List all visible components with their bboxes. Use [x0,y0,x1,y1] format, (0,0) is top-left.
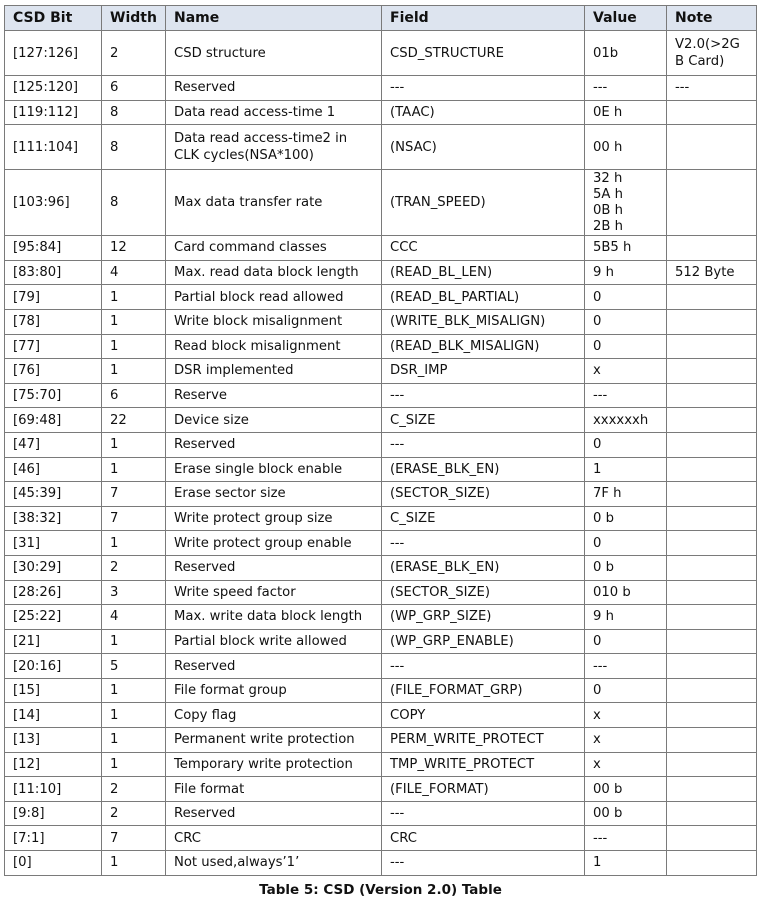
cell-note [667,125,757,170]
cell-value: 0 [585,309,667,334]
cell-note [667,285,757,310]
cell-width: 8 [102,125,166,170]
table-row [5,334,757,359]
cell-width: 2 [102,777,166,802]
cell-csd-bit: [45:39] [5,482,102,507]
cell-field: COPY [382,703,585,728]
cell-note [667,334,757,359]
cell-csd-bit: [25:22] [5,605,102,630]
cell-field: (WP_GRP_ENABLE) [382,629,585,654]
cell-csd-bit: [125:120] [5,76,102,101]
table-row [5,506,757,531]
cell-note [667,555,757,580]
cell-note [667,432,757,457]
cell-width: 1 [102,703,166,728]
cell-field: (SECTOR_SIZE) [382,580,585,605]
cell-name: DSR implemented [166,359,382,384]
cell-name: Max. write data block length [166,605,382,630]
cell-field: (WP_GRP_SIZE) [382,605,585,630]
table-row [5,285,757,310]
cell-csd-bit: [31] [5,531,102,556]
cell-note [667,703,757,728]
cell-csd-bit: [95:84] [5,236,102,261]
cell-note [667,629,757,654]
cell-name: Reserved [166,555,382,580]
cell-note [667,457,757,482]
cell-width: 2 [102,801,166,826]
cell-csd-bit: [30:29] [5,555,102,580]
cell-name: Read block misalignment [166,334,382,359]
cell-name: File format [166,777,382,802]
cell-value: 7F h [585,482,667,507]
cell-note [667,678,757,703]
cell-name: Data read access-time 1 [166,100,382,125]
header-name: Name [166,6,382,31]
cell-name: Max data transfer rate [166,170,382,236]
table-row [5,260,757,285]
cell-csd-bit: [75:70] [5,383,102,408]
table-row [5,408,757,433]
cell-width: 5 [102,654,166,679]
table-row [5,482,757,507]
cell-field: CSD_STRUCTURE [382,31,585,76]
cell-name: Data read access-time2 in CLK cycles(NSA*100) [166,125,382,170]
cell-width: 12 [102,236,166,261]
cell-csd-bit: [47] [5,432,102,457]
cell-csd-bit: [111:104] [5,125,102,170]
cell-field: (READ_BL_PARTIAL) [382,285,585,310]
table-row [5,125,757,170]
cell-name: Reserved [166,654,382,679]
cell-field: CRC [382,826,585,851]
table-row [5,76,757,101]
cell-field: CCC [382,236,585,261]
cell-csd-bit: [14] [5,703,102,728]
cell-note [667,383,757,408]
cell-field: --- [382,654,585,679]
cell-value: 0E h [585,100,667,125]
cell-csd-bit: [76] [5,359,102,384]
cell-csd-bit: [38:32] [5,506,102,531]
cell-note [667,777,757,802]
cell-note [667,236,757,261]
cell-name: Not used,always’1’ [166,851,382,876]
cell-note [667,826,757,851]
cell-name: Reserved [166,801,382,826]
table-body [5,31,757,876]
cell-csd-bit: [103:96] [5,170,102,236]
cell-value: 0 [585,334,667,359]
cell-value: 9 h [585,260,667,285]
cell-csd-bit: [78] [5,309,102,334]
cell-field: (SECTOR_SIZE) [382,482,585,507]
table-row [5,309,757,334]
cell-name: Card command classes [166,236,382,261]
cell-note [667,359,757,384]
cell-csd-bit: [11:10] [5,777,102,802]
cell-value: x [585,752,667,777]
cell-width: 7 [102,482,166,507]
cell-name: CRC [166,826,382,851]
cell-width: 1 [102,432,166,457]
cell-csd-bit: [69:48] [5,408,102,433]
table-row [5,457,757,482]
cell-value: 00 b [585,801,667,826]
table-row [5,432,757,457]
table-row [5,752,757,777]
cell-value: 0 [585,285,667,310]
cell-csd-bit: [12] [5,752,102,777]
table-row [5,703,757,728]
table-row [5,31,757,76]
header-note: Note [667,6,757,31]
cell-name: Erase single block enable [166,457,382,482]
cell-width: 1 [102,457,166,482]
cell-value: --- [585,76,667,101]
cell-note: V2.0(>2G B Card) [667,31,757,76]
cell-note: --- [667,76,757,101]
cell-name: Reserved [166,76,382,101]
cell-csd-bit: [46] [5,457,102,482]
cell-note [667,408,757,433]
cell-name: Copy flag [166,703,382,728]
cell-value: 1 [585,851,667,876]
header-width: Width [102,6,166,31]
table-row [5,801,757,826]
cell-value: 01b [585,31,667,76]
cell-note [667,580,757,605]
cell-field: DSR_IMP [382,359,585,384]
cell-name: Reserved [166,432,382,457]
cell-name: Write block misalignment [166,309,382,334]
table-header [5,6,757,31]
cell-width: 1 [102,728,166,753]
cell-field: TMP_WRITE_PROTECT [382,752,585,777]
table-row [5,100,757,125]
cell-value: 0 [585,629,667,654]
cell-name: Write protect group size [166,506,382,531]
cell-width: 1 [102,334,166,359]
cell-csd-bit: [28:26] [5,580,102,605]
csd-table [4,5,757,876]
cell-csd-bit: [127:126] [5,31,102,76]
cell-width: 2 [102,31,166,76]
cell-note [667,801,757,826]
cell-value: x [585,728,667,753]
cell-name: Reserve [166,383,382,408]
cell-name: Device size [166,408,382,433]
cell-csd-bit: [20:16] [5,654,102,679]
cell-note [667,752,757,777]
cell-width: 7 [102,506,166,531]
cell-value: x [585,703,667,728]
cell-value: 0 [585,531,667,556]
cell-field: --- [382,851,585,876]
cell-value: 00 b [585,777,667,802]
header-row [5,6,757,31]
cell-width: 1 [102,851,166,876]
cell-csd-bit: [15] [5,678,102,703]
cell-note [667,482,757,507]
cell-field: C_SIZE [382,408,585,433]
cell-width: 7 [102,826,166,851]
cell-width: 1 [102,629,166,654]
cell-field: (FILE_FORMAT) [382,777,585,802]
table-row [5,678,757,703]
cell-value: --- [585,654,667,679]
cell-width: 1 [102,678,166,703]
cell-note [667,506,757,531]
cell-name: Temporary write protection [166,752,382,777]
cell-width: 8 [102,100,166,125]
cell-value: 0 [585,432,667,457]
cell-name: Erase sector size [166,482,382,507]
cell-field: (WRITE_BLK_MISALIGN) [382,309,585,334]
cell-csd-bit: [9:8] [5,801,102,826]
cell-name: CSD structure [166,31,382,76]
cell-width: 1 [102,752,166,777]
cell-width: 6 [102,383,166,408]
cell-note [667,170,757,236]
cell-value: 0 b [585,506,667,531]
table-row [5,851,757,876]
cell-width: 8 [102,170,166,236]
cell-width: 4 [102,260,166,285]
cell-csd-bit: [83:80] [5,260,102,285]
table-row [5,826,757,851]
header-value: Value [585,6,667,31]
table-row [5,605,757,630]
table-row [5,728,757,753]
cell-name: Permanent write protection [166,728,382,753]
cell-width: 1 [102,285,166,310]
cell-field: (READ_BLK_MISALIGN) [382,334,585,359]
cell-field: PERM_WRITE_PROTECT [382,728,585,753]
cell-field: C_SIZE [382,506,585,531]
cell-note: 512 Byte [667,260,757,285]
cell-field: (ERASE_BLK_EN) [382,555,585,580]
cell-width: 3 [102,580,166,605]
cell-csd-bit: [7:1] [5,826,102,851]
cell-csd-bit: [79] [5,285,102,310]
cell-field: --- [382,383,585,408]
table-caption: Table 5: CSD (Version 2.0) Table [259,882,502,898]
table-row [5,236,757,261]
cell-value: 5B5 h [585,236,667,261]
cell-field: (ERASE_BLK_EN) [382,457,585,482]
cell-width: 22 [102,408,166,433]
cell-name: Write protect group enable [166,531,382,556]
cell-value: 0 b [585,555,667,580]
table-row [5,629,757,654]
cell-value: 9 h [585,605,667,630]
cell-csd-bit: [77] [5,334,102,359]
cell-note [667,851,757,876]
header-field: Field [382,6,585,31]
cell-note [667,605,757,630]
table-row [5,777,757,802]
cell-field: --- [382,801,585,826]
cell-value: 00 h [585,125,667,170]
cell-field: --- [382,432,585,457]
cell-width: 1 [102,359,166,384]
cell-csd-bit: [21] [5,629,102,654]
table-row [5,359,757,384]
cell-note [667,654,757,679]
cell-field: --- [382,76,585,101]
cell-value: xxxxxxh [585,408,667,433]
cell-value: x [585,359,667,384]
cell-csd-bit: [119:112] [5,100,102,125]
cell-name: Write speed factor [166,580,382,605]
cell-note [667,100,757,125]
cell-name: File format group [166,678,382,703]
cell-field: --- [382,531,585,556]
table-row [5,170,757,236]
cell-width: 1 [102,531,166,556]
cell-field: (FILE_FORMAT_GRP) [382,678,585,703]
cell-field: (TAAC) [382,100,585,125]
table-row [5,580,757,605]
cell-value: --- [585,383,667,408]
cell-width: 4 [102,605,166,630]
cell-csd-bit: [13] [5,728,102,753]
cell-width: 2 [102,555,166,580]
cell-width: 6 [102,76,166,101]
header-csd-bit: CSD Bit [5,6,102,31]
table-row [5,654,757,679]
cell-note [667,531,757,556]
cell-field: (READ_BL_LEN) [382,260,585,285]
cell-field: (TRAN_SPEED) [382,170,585,236]
cell-field: (NSAC) [382,125,585,170]
cell-name: Max. read data block length [166,260,382,285]
table-row [5,531,757,556]
cell-value: 0 [585,678,667,703]
cell-note [667,728,757,753]
cell-csd-bit: [0] [5,851,102,876]
table-row [5,555,757,580]
cell-width: 1 [102,309,166,334]
table-row [5,383,757,408]
cell-value: --- [585,826,667,851]
cell-value: 1 [585,457,667,482]
cell-value: 32 h 5A h 0B h 2B h [585,170,667,236]
cell-value: 010 b [585,580,667,605]
cell-name: Partial block write allowed [166,629,382,654]
cell-name: Partial block read allowed [166,285,382,310]
cell-note [667,309,757,334]
